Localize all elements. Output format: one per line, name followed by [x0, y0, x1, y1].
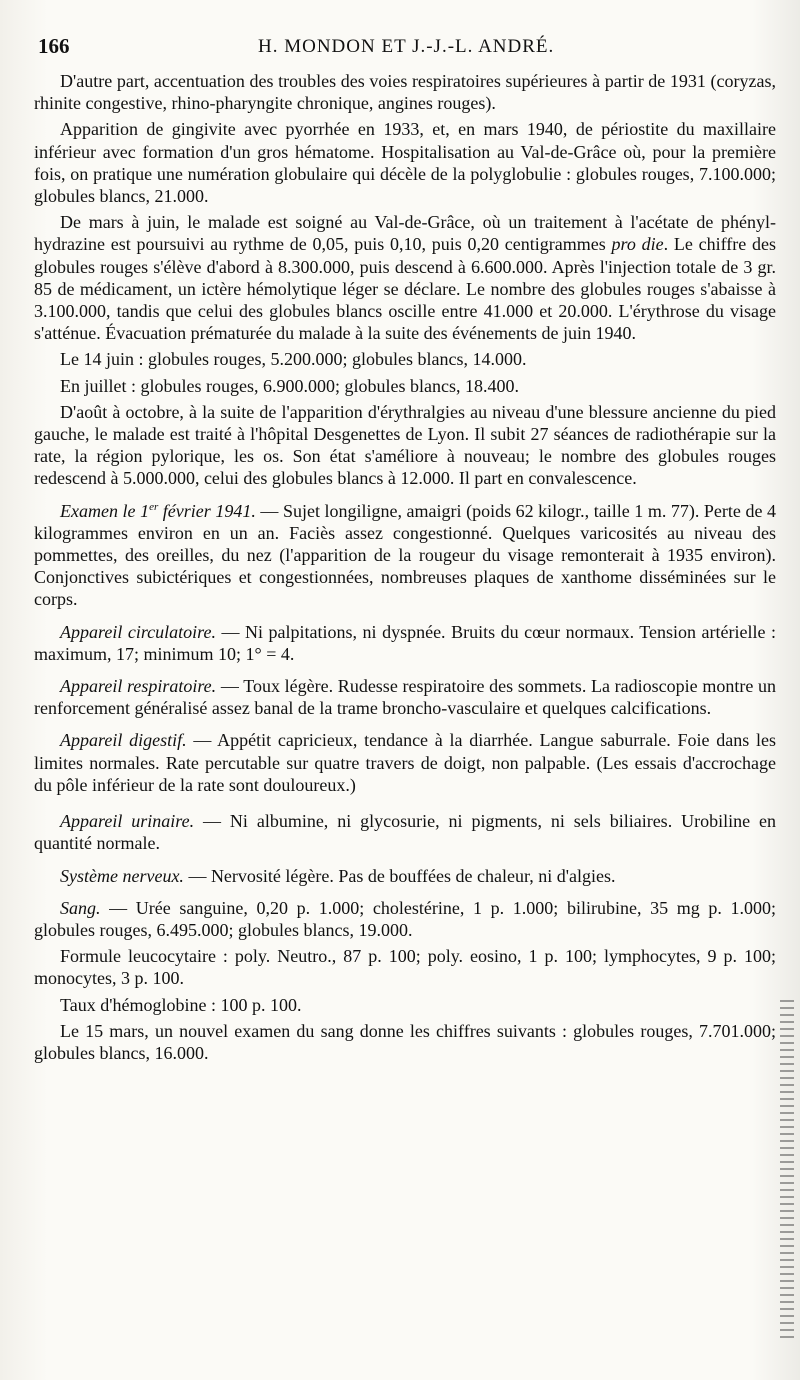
- paragraph: [34, 865, 776, 887]
- page-header: [38, 34, 778, 64]
- paragraph: [34, 211, 776, 344]
- paragraph: [34, 729, 776, 796]
- paragraph: [34, 810, 776, 854]
- section-heading: Appareil digestif.: [60, 730, 187, 751]
- italic-term: pro die: [611, 234, 664, 255]
- paragraph: Formule leucocytaire : poly. Neutro., 87 p. 100; poly. eosino, 1 p. 100; lymphocytes, 9 p. 100; monocytes, 3 p. 100.: [34, 946, 776, 989]
- page-number: 166: [38, 34, 70, 58]
- text-run: . Le chiffre des globules rouges s'élève d'abord à 8.300.000, puis descend à 6.600.000. Après l'injection totale de 3 gr. 85 de médicament, un ictère hémolytique léger se déclare. Le nombre des globules rouges s'abaisse à 3.100.000, tandis que celui des globules blancs oscille entre 41.000 et 20.000. L'érythrose du visage s'atténue. Évacuation prématurée du malade à la suite des événements de juin 1940.: [34, 234, 776, 344]
- section-heading: Appareil respiratoire.: [60, 676, 217, 697]
- text-run: — Ni albumine, ni glycosurie, ni pigments, ni sels biliaires. Urobiline en quantité normale.: [34, 811, 776, 854]
- paragraph: Le 15 mars, un nouvel examen du sang donne les chiffres suivants : globules rouges, 7.701.000; globules blancs, 16.000.: [34, 1020, 776, 1063]
- paragraph: [34, 675, 776, 719]
- section-heading: Appareil urinaire.: [60, 811, 195, 832]
- text-run: — Ni palpitations, ni dyspnée. Bruits du cœur normaux. Tension artérielle : maximum, 17; minimum 10; 1° = 4.: [34, 621, 777, 664]
- paragraph: Taux d'hémoglobine : 100 p. 100.: [60, 994, 302, 1015]
- text-run: De mars à juin, le malade est soigné au Val-de-Grâce, où un traitement à l'acétate de phényl-hydrazine est poursuivi au rythme de 0,05, puis 0,10, puis 0,20 centigrammes: [34, 212, 776, 255]
- paragraph: D'août à octobre, à la suite de l'apparition d'érythralgies au niveau d'une blessure ancienne du pied gauche, le malade est traité à l'hôpital Desgenettes de Lyon. Il subit 27 séances de radiothérapie sur la rate, la région pylorique, les os. Son état s'améliore à nouveau; le nombre des globules rouges redescend à 5.000.000, celui des globules blancs à 12.000. Il part en convalescence.: [34, 401, 776, 489]
- section-heading: Appareil circulatoire.: [60, 621, 216, 642]
- paragraph: [34, 500, 776, 611]
- paragraph: Le 14 juin : globules rouges, 5.200.000; globules blancs, 14.000.: [60, 349, 527, 370]
- section-heading: [60, 501, 256, 521]
- text-run: — Toux légère. Rudesse respiratoire des sommets. La radioscopie montre un renforcement généralisé assez banal de la trame broncho-vasculaire et quelques calcifications.: [34, 676, 776, 719]
- paragraph: [34, 621, 776, 665]
- running-head: H. MONDON ET J.-J.-L. ANDRÉ.: [258, 36, 555, 57]
- paragraph: En juillet : globules rouges, 6.900.000; globules blancs, 18.400.: [60, 375, 519, 396]
- scan-edge-artifact: [780, 1000, 794, 1340]
- paragraph: D'autre part, accentuation des troubles des voies respiratoires supérieures à partir de 1931 (coryzas, rhinite congestive, rhino-pharyngite chronique, angines rouges).: [34, 71, 776, 114]
- section-heading: Système nerveux.: [60, 865, 184, 886]
- paragraph: Apparition de gingivite avec pyorrhée en 1933, et, en mars 1940, de périostite du maxillaire inférieur avec formation d'un gros hématome. Hospitalisation au Val-de-Grâce où, pour la première fois, on pratique une numération globulaire qui décèle de la polyglobulie : globules rouges, 7.100.000; globules blancs, 21.000.: [34, 119, 776, 207]
- section-heading: Sang.: [60, 897, 101, 918]
- ordinal-suffix: er: [149, 500, 159, 513]
- paragraph: [34, 897, 776, 941]
- body-text: [34, 70, 776, 1068]
- text-run: — Nervosité légère. Pas de bouffées de chaleur, ni d'algies.: [183, 865, 616, 886]
- text-run: — Sujet longiligne, amaigri (poids 62 kilogr., taille 1 m. 77). Perte de 4 kilogrammes environ en un an. Faciès assez congestionné. Quelques varicosités au niveau des pommettes, des oreilles, du nez (l'apparition de la rougeur du visage remonterait à 1935 environ). Conjonctives subictériques et congestionnées, nombreuses plaques de xanthome disséminées sur le corps.: [34, 500, 776, 610]
- text-run: — Urée sanguine, 0,20 p. 1.000; cholestérine, 1 p. 1.000; bilirubine, 35 mg p. 1.000; globules rouges, 6.495.000; globules blancs, 19.000.: [34, 897, 776, 940]
- heading-text: Examen le 1: [60, 500, 150, 521]
- heading-text: février 1941.: [158, 500, 256, 521]
- text-run: — Appétit capricieux, tendance à la diarrhée. Langue saburrale. Foie dans les limites normales. Rate percutable sur quatre travers de doigt, non palpable. (Les essais d'accrochage du pôle inférieur de la rate sont douloureux.): [34, 730, 776, 795]
